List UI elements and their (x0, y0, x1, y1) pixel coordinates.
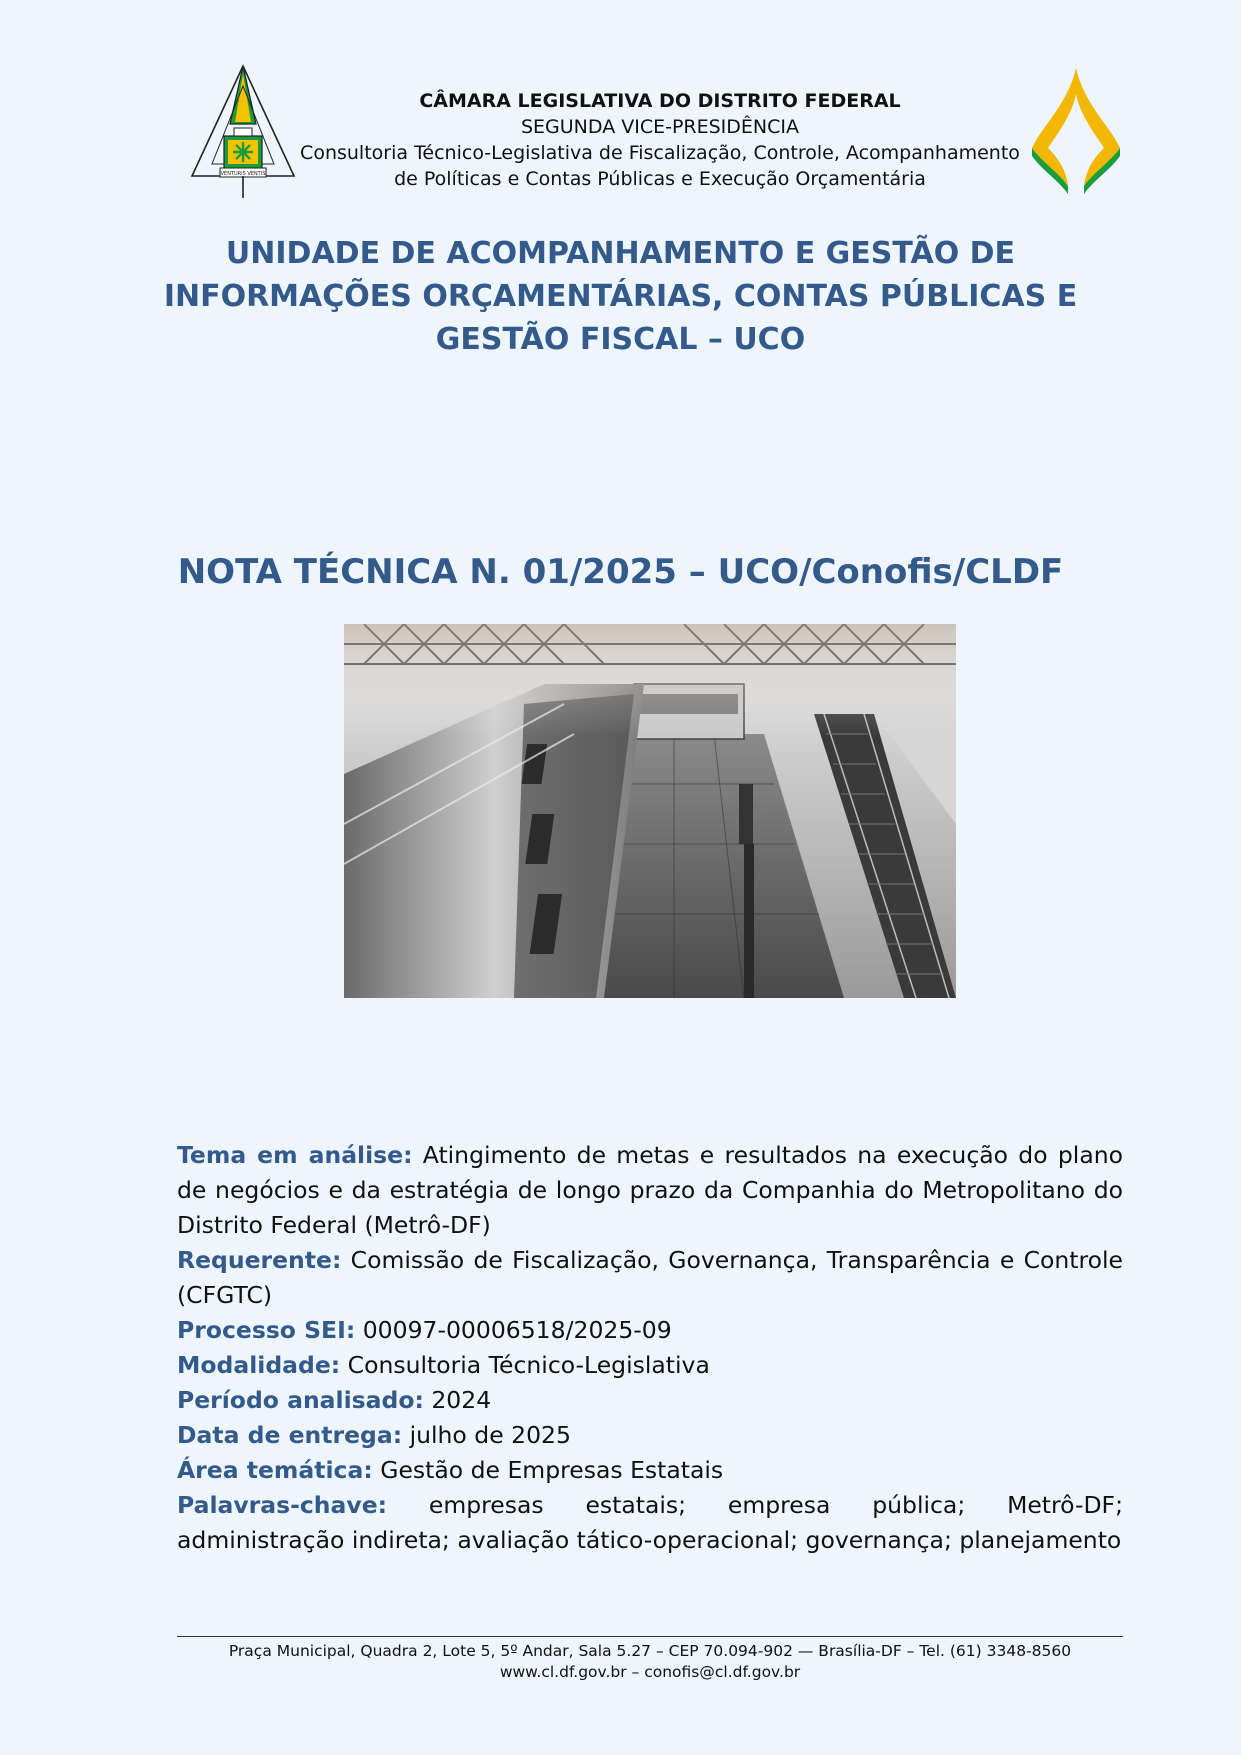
processo-value: 00097-00006518/2025-09 (362, 1316, 672, 1344)
periodo-label: Período analisado: (177, 1386, 424, 1414)
processo-row (177, 1313, 1123, 1348)
unit-title (150, 232, 1091, 361)
palavras-chave-label: Palavras-chave: (177, 1491, 388, 1519)
coat-of-arms-icon (188, 64, 298, 200)
area-label: Área temática: (177, 1456, 373, 1484)
footer-contact: www.cl.df.gov.br – conofis@cl.df.gov.br (499, 1663, 801, 1681)
modalidade-value: Consultoria Técnico-Legislativa (347, 1351, 710, 1379)
requerente-row (177, 1243, 1123, 1313)
svg-text:VENTURIS VENTIS: VENTURIS VENTIS (220, 171, 266, 177)
requerente-value: Comissão de Fiscalização, Governança, Transparência e Controle (CFGTC) (177, 1246, 1123, 1309)
periodo-row (177, 1383, 1123, 1418)
document-header (0, 62, 1241, 212)
unit-title-line-2: INFORMAÇÕES ORÇAMENTÁRIAS, CONTAS PÚBLICAS E (163, 279, 1078, 314)
nota-tecnica-title: NOTA TÉCNICA N. 01/2025 – UCO/Conofis/CLDF (177, 552, 1064, 592)
footer-divider (177, 1636, 1123, 1637)
footer (120, 1641, 1180, 1683)
header-text-block (300, 88, 1020, 192)
tema-value: Atingimento de metas e resultados na execução do plano de negócios e da estratégia de longo prazo da Companhia do Metropolitano do Distrito Federal (Metrô-DF) (177, 1141, 1123, 1239)
metro-station-photo (344, 624, 956, 998)
data-entrega-value: julho de 2025 (409, 1421, 571, 1449)
modalidade-label: Modalidade: (177, 1351, 341, 1379)
consultancy-line-2: de Políticas e Contas Públicas e Execução Orçamentária (394, 168, 926, 190)
tema-row (177, 1138, 1123, 1243)
unit-title-line-3: GESTÃO FISCAL – UCO (435, 322, 806, 357)
institution-name: CÂMARA LEGISLATIVA DO DISTRITO FEDERAL (419, 90, 901, 112)
processo-label: Processo SEI: (177, 1316, 356, 1344)
palavras-chave-value: empresas estatais; empresa pública; Metrô-DF; administração indireta; avaliação tático-operacional; governança; planejamento (177, 1491, 1123, 1554)
periodo-value: 2024 (431, 1386, 492, 1414)
consultancy-line-1: Consultoria Técnico-Legislativa de Fiscalização, Controle, Acompanhamento (300, 142, 1020, 164)
footer-address: Praça Municipal, Quadra 2, Lote 5, 5º Andar, Sala 5.27 – CEP 70.094-902 — Brasília-DF – Tel. (61) 3348-8560 (228, 1642, 1072, 1660)
modalidade-row (177, 1348, 1123, 1383)
requerente-label: Requerente: (177, 1246, 342, 1274)
metadata-section (177, 1138, 1123, 1558)
vice-presidency: SEGUNDA VICE-PRESIDÊNCIA (520, 116, 799, 138)
unit-title-line-1: UNIDADE DE ACOMPANHAMENTO E GESTÃO DE (225, 236, 1016, 271)
tema-label: Tema em análise: (177, 1141, 413, 1169)
cldf-logo-icon (1028, 64, 1124, 196)
data-entrega-row (177, 1418, 1123, 1453)
area-row (177, 1453, 1123, 1488)
area-value: Gestão de Empresas Estatais (380, 1456, 724, 1484)
palavras-chave-row (177, 1488, 1123, 1558)
data-entrega-label: Data de entrega: (177, 1421, 403, 1449)
